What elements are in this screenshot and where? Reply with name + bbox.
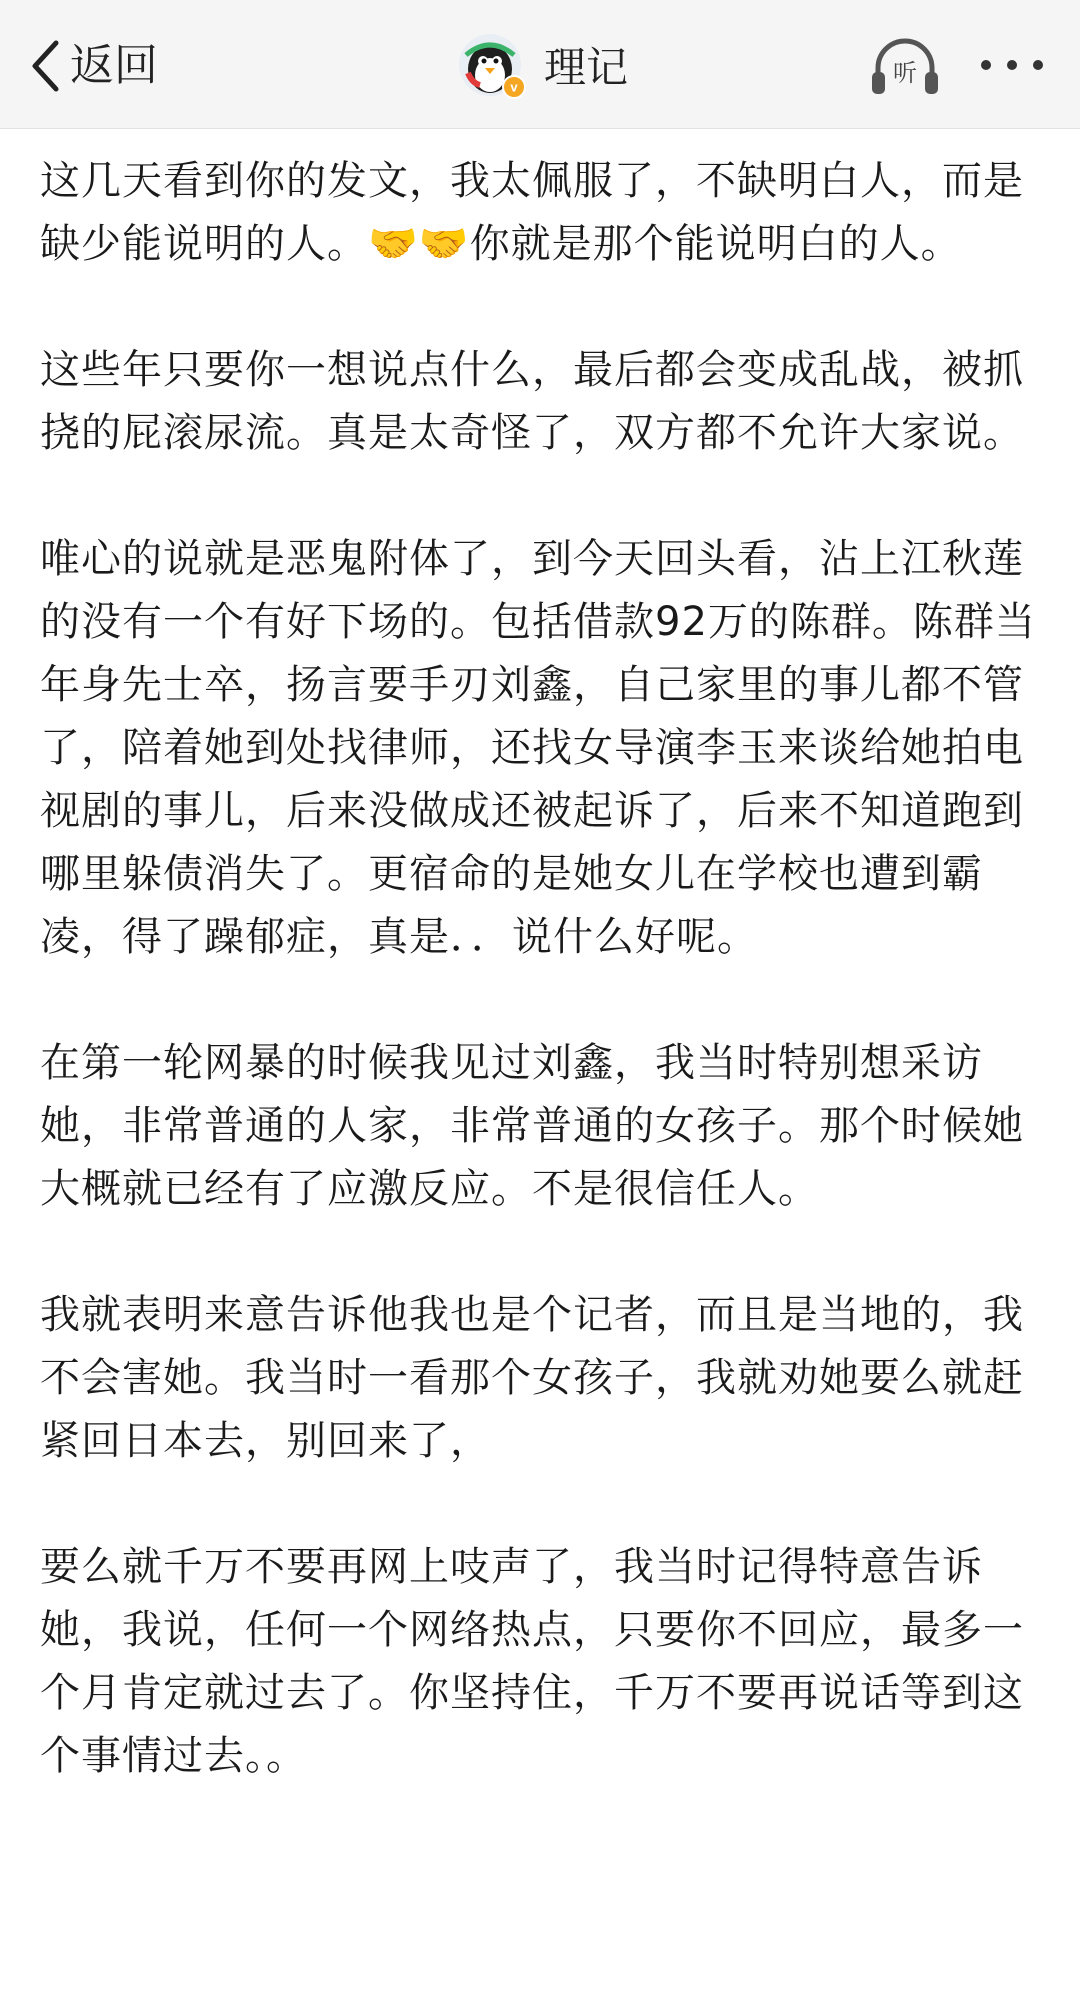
verified-badge-text: v xyxy=(510,79,518,95)
chevron-left-icon xyxy=(30,39,60,93)
navigation-bar xyxy=(0,0,1080,129)
back-label: 返回 xyxy=(70,40,158,91)
account-header[interactable] xyxy=(458,30,628,100)
verified-badge-icon xyxy=(502,75,526,99)
article-body xyxy=(40,150,1050,1851)
more-button[interactable] xyxy=(976,40,1048,90)
listen-button[interactable] xyxy=(870,34,940,98)
article-paragraph: 在第一轮网暴的时候我见过刘鑫，我当时特别想采访她，非常普通的人家，非常普通的女孩子。那个时候她大概就已经有了应激反应。不是很信任人。 xyxy=(40,1040,1024,1212)
article-paragraph: 这几天看到你的发文，我太佩服了，不缺明白人，而是缺少能说明的人。🤝🤝你就是那个能说明白的人。 xyxy=(40,158,1024,267)
article-paragraph: 我就表明来意告诉他我也是个记者，而且是当地的，我不会害她。我当时一看那个女孩子，我就劝她要么就赶紧回日本去，别回来了， xyxy=(40,1292,1024,1464)
listen-label: 听 xyxy=(893,59,917,87)
more-dots-icon xyxy=(976,40,1048,90)
article-paragraph: 这些年只要你一想说点什么，最后都会变成乱战，被抓挠的屁滚尿流。真是太奇怪了，双方都不允许大家说。 xyxy=(40,347,1024,456)
article-paragraph: 唯心的说就是恶鬼附体了，到今天回头看，沾上江秋莲的没有一个有好下场的。包括借款92万的陈群。陈群当年身先士卒，扬言要手刃刘鑫，自己家里的事儿都不管了，陪着她到处找律师，还找女导演李玉来谈给她拍电视剧的事儿，后来没做成还被起诉了，后来不知道跑到哪里躲债消失了。更宿命的是她女儿在学校也遭到霸凌，得了躁郁症，真是．．说什么好呢。 xyxy=(40,536,1036,960)
headphones-icon xyxy=(870,34,940,98)
avatar[interactable] xyxy=(458,33,522,97)
account-name[interactable]: 理记 xyxy=(544,43,629,92)
back-button[interactable] xyxy=(30,34,158,98)
article-paragraph: 要么就千万不要再网上吱声了，我当时记得特意告诉她，我说，任何一个网络热点，只要你不回应，最多一个月肯定就过去了。你坚持住，千万不要再说话等到这个事情过去。。 xyxy=(40,1544,1024,1779)
